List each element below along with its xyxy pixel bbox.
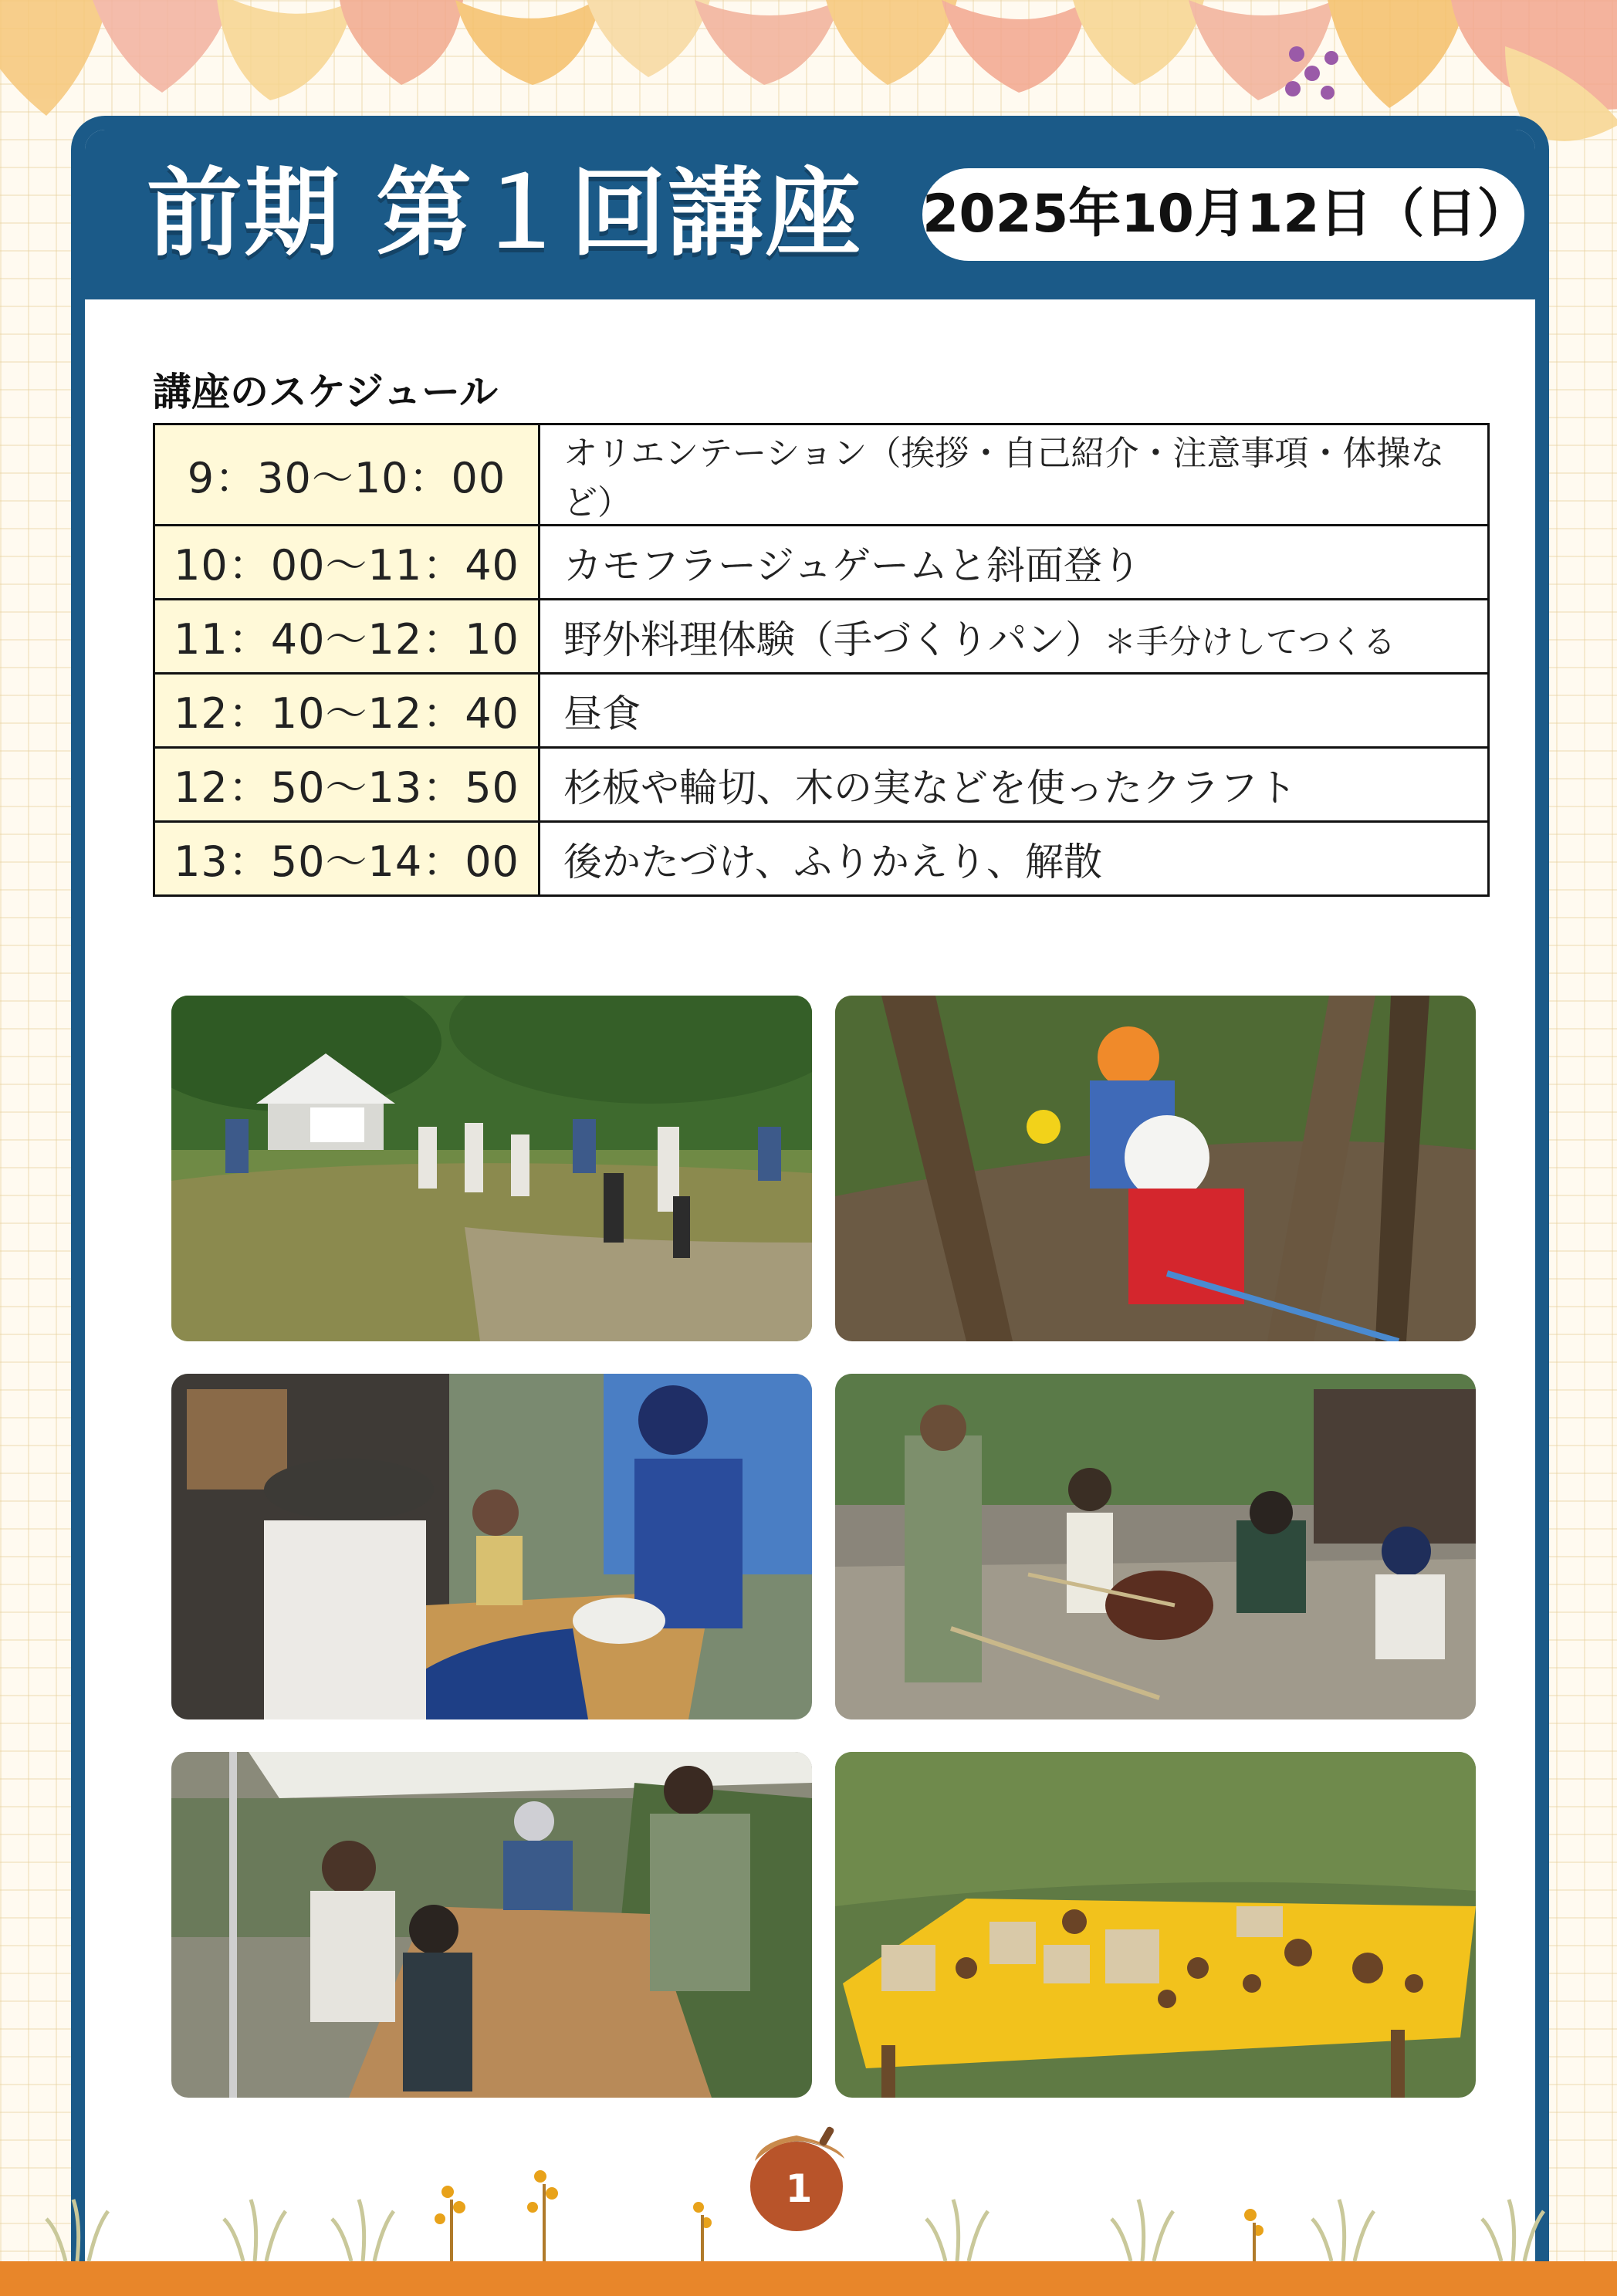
- activity-text: オリエンテーション（挨拶・自己紹介・注意事項・体操など）: [563, 434, 1445, 522]
- time-cell: 12：50〜13：50: [154, 748, 540, 822]
- page-number: 1: [785, 2166, 813, 2211]
- activity-text: 杉板や輪切、木の実などを使ったクラフト: [563, 765, 1297, 810]
- acorn-page-badge: [749, 2118, 857, 2234]
- time-cell: 11：40〜12：10: [154, 600, 540, 674]
- time-cell: 12：10〜12：40: [154, 674, 540, 748]
- activity-cell: [540, 822, 1489, 896]
- photo-outdoor-cooking: [835, 1374, 1476, 1719]
- table-row: [154, 674, 1489, 748]
- table-row: [154, 424, 1489, 526]
- activity-text: 野外料理体験（手づくりパン）: [563, 617, 1104, 662]
- table-row: [154, 748, 1489, 822]
- date-badge: 2025年10月12日（日）: [922, 168, 1524, 261]
- photo-bread-making: [171, 1374, 812, 1719]
- activity-note: ＊手分けしてつくる: [1104, 622, 1396, 661]
- schedule-heading: 講座のスケジュール: [153, 370, 498, 414]
- activity-text: 後かたづけ、ふりかえり、解散: [563, 839, 1102, 884]
- page-title: 前期 第１回講座: [147, 158, 863, 269]
- activity-text: 昼食: [563, 691, 641, 736]
- header-banner: [85, 130, 1535, 299]
- table-row: [154, 526, 1489, 600]
- table-row: [154, 600, 1489, 674]
- activity-text: カモフラージュゲームと斜面登り: [563, 543, 1141, 588]
- photo-craft-workshop: [171, 1752, 812, 2098]
- activity-cell: [540, 600, 1489, 674]
- time-cell: 13：50〜14：00: [154, 822, 540, 896]
- activity-cell: [540, 424, 1489, 526]
- photo-orientation-gathering: [171, 996, 812, 1341]
- schedule-table: [153, 423, 1490, 897]
- activity-cell: [540, 748, 1489, 822]
- content-card: [71, 116, 1549, 2296]
- photo-craft-display: [835, 1752, 1476, 2098]
- activity-cell: [540, 674, 1489, 748]
- time-cell: 10：00〜11：40: [154, 526, 540, 600]
- time-cell: 9：30〜10：00: [154, 424, 540, 526]
- table-row: [154, 822, 1489, 896]
- photo-slope-climbing: [835, 996, 1476, 1341]
- activity-cell: [540, 526, 1489, 600]
